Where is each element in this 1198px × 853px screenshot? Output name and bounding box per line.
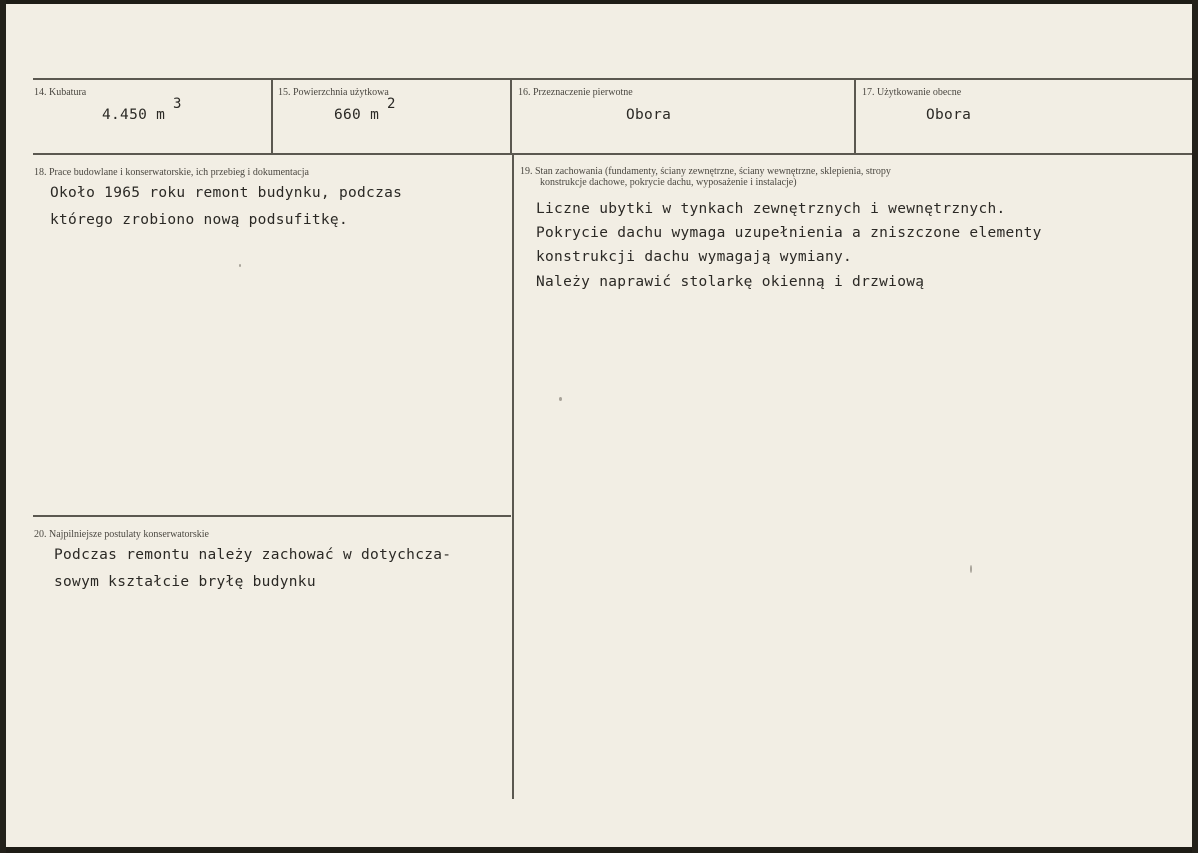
field-14-label: 14. Kubatura: [34, 87, 87, 98]
field-20-line-1: Podczas remontu należy zachować w dotychcza-: [54, 547, 452, 563]
scan-edge-right: [1192, 0, 1198, 853]
field-17-value: Obora: [926, 107, 972, 123]
field-15-superscript: 2: [387, 96, 396, 112]
document-sheet: [6, 4, 1192, 847]
middle-rule: [33, 153, 1192, 155]
paper-speck: [239, 264, 241, 267]
top-rule: [33, 78, 1192, 80]
field-19-line-3: konstrukcji dachu wymagają wymiany.: [536, 249, 853, 265]
field-20-label: 20. Najpilniejsze postulaty konserwatorskie: [34, 529, 209, 540]
field-15-label: 15. Powierzchnia użytkowa: [278, 87, 389, 98]
field-15-value: 660 m: [334, 107, 380, 123]
field-19-line-4: Należy naprawić stolarkę okienną i drzwiową: [536, 274, 925, 290]
section-20-rule: [33, 515, 511, 517]
divider-14-15: [271, 79, 273, 154]
divider-16-17: [854, 79, 856, 154]
field-16-label: 16. Przeznaczenie pierwotne: [518, 87, 633, 98]
paper-speck: [559, 397, 562, 401]
divider-main-column: [512, 154, 514, 799]
field-18-label: 18. Prace budowlane i konserwatorskie, ich przebieg i dokumentacja: [34, 167, 309, 178]
field-16-value: Obora: [626, 107, 672, 123]
field-14-superscript: 3: [173, 96, 182, 112]
field-14-value: 4.450 m: [102, 107, 166, 123]
field-19-label-line-1: 19. Stan zachowania (fundamenty, ściany zewnętrzne, ściany wewnętrzne, sklepienia, stropy: [520, 166, 891, 177]
field-19-line-1: Liczne ubytki w tynkach zewnętrznych i wewnętrznych.: [536, 201, 1006, 217]
field-18-line-1: Około 1965 roku remont budynku, podczas: [50, 185, 403, 201]
field-19-label-line-2: konstrukcje dachowe, pokrycie dachu, wyposażenie i instalacje): [540, 177, 797, 188]
field-19-line-2: Pokrycie dachu wymaga uzupełnienia a zniszczone elementy: [536, 225, 1042, 241]
paper-speck: [970, 565, 972, 573]
field-17-label: 17. Użytkowanie obecne: [862, 87, 962, 98]
field-18-line-2: którego zrobiono nową podsufitkę.: [50, 212, 348, 228]
divider-15-16: [510, 79, 512, 154]
field-20-line-2: sowym kształcie bryłę budynku: [54, 574, 316, 590]
